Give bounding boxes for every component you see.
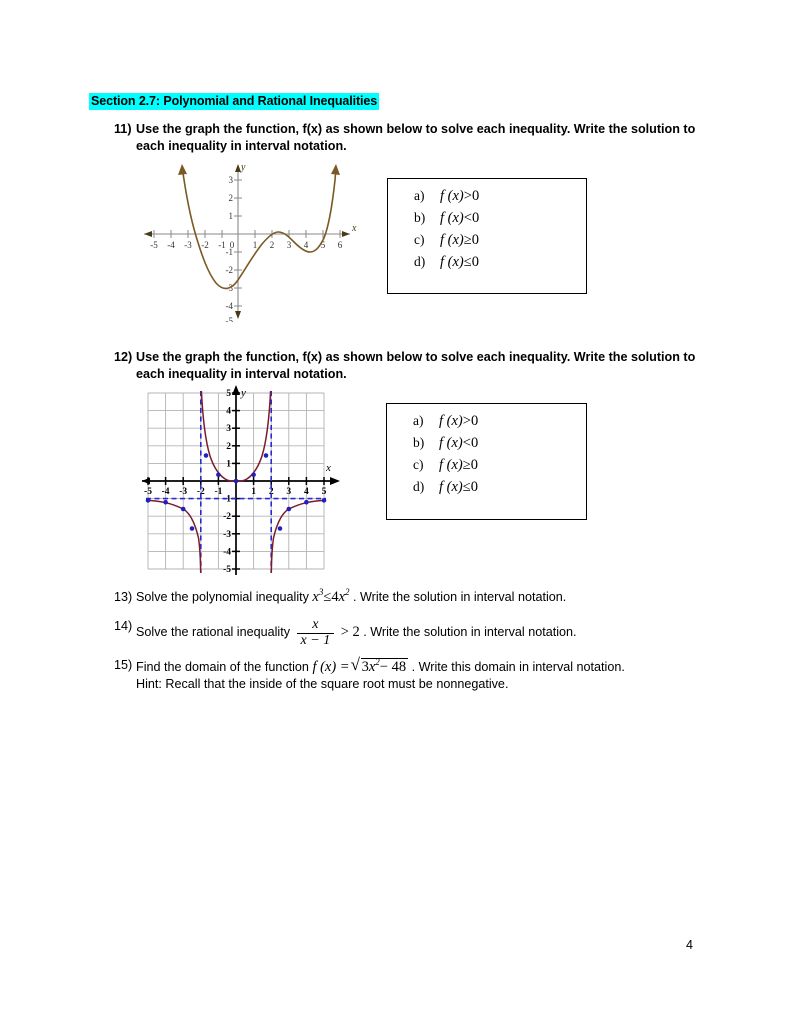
problem-11-number: 11): [114, 122, 132, 136]
svg-text:-4: -4: [225, 301, 233, 311]
x-axis-arrow-right: [342, 231, 350, 237]
svg-text:-3: -3: [225, 283, 233, 293]
svg-text:4: 4: [226, 406, 231, 417]
answer-row: [388, 210, 586, 232]
svg-text:3: 3: [286, 487, 292, 497]
answer-expression: f (x)<0: [439, 435, 479, 451]
problem-15: [114, 657, 714, 692]
svg-text:-4: -4: [161, 487, 170, 497]
svg-text:2: 2: [268, 487, 274, 497]
answer-label: d): [414, 254, 426, 269]
y-axis-arrow-down: [235, 311, 241, 319]
graph-12-svg: [140, 383, 345, 579]
section-header: Section 2.7: Polynomial and Rational Inequalities: [91, 94, 378, 108]
answer-expression: f (x)>0: [440, 188, 480, 204]
answer-row: [388, 188, 586, 210]
svg-text:-1: -1: [223, 494, 231, 505]
svg-text:-4: -4: [167, 240, 175, 250]
svg-text:0: 0: [229, 240, 235, 250]
fraction-numerator: x: [312, 617, 319, 632]
answer-expression: f (x)<0: [440, 210, 480, 226]
answer-expression: f (x)≤0: [439, 479, 478, 495]
svg-text:5: 5: [226, 389, 231, 399]
problem-15-text-before: Find the domain of the function: [136, 660, 309, 674]
problem-13-text-before: Solve the polynomial inequality: [136, 590, 309, 604]
svg-text:-5: -5: [144, 487, 152, 497]
answer-label: b): [414, 210, 426, 225]
problem-15-function-name: f (x) =: [312, 659, 350, 675]
answer-label: c): [413, 457, 424, 472]
problem-15-number: 15): [114, 658, 133, 672]
graph-11-curve-arrow-right: [331, 164, 340, 175]
svg-text:-1: -1: [218, 240, 226, 250]
answer-list-11: [388, 179, 586, 276]
svg-text:3: 3: [286, 240, 292, 250]
svg-text:-3: -3: [223, 529, 231, 540]
answer-row: [387, 457, 586, 479]
answer-box-12: [386, 403, 587, 520]
svg-text:2: 2: [226, 441, 231, 452]
graph-11-svg: [138, 158, 360, 322]
svg-text:2: 2: [269, 240, 275, 250]
svg-text:-2: -2: [225, 265, 233, 275]
answer-row: [387, 479, 586, 501]
problem-13-text-after: . Write the solution in interval notation.: [353, 590, 567, 604]
answer-expression: f (x)≤0: [440, 254, 479, 270]
graph-11-y-axis-label: y: [241, 162, 246, 173]
svg-text:-1: -1: [214, 487, 223, 497]
problem-12-line1: Use the graph the function, f(x) as shown below to solve each inequality. Write the solution to: [136, 350, 696, 364]
svg-text:3: 3: [228, 175, 233, 185]
graph-11-x-tick-labels: [150, 240, 343, 250]
svg-text:-5: -5: [150, 240, 158, 250]
svg-text:4: 4: [303, 240, 309, 250]
problem-14-text-after: . Write the solution in interval notation.: [363, 625, 577, 639]
problem-14: [114, 618, 714, 648]
problem-13-number: 13): [114, 590, 133, 604]
x-axis-arrow-left: [144, 231, 152, 237]
answer-expression: f (x)>0: [439, 413, 479, 429]
answer-row: [388, 254, 586, 276]
answer-expression: f (x)≥0: [439, 457, 478, 473]
graph-11-axes: [144, 166, 350, 318]
answer-list-12: [387, 404, 586, 501]
problem-12-line2: each inequality in interval notation.: [136, 366, 347, 381]
problem-14-relation: > 2: [340, 624, 360, 640]
x-axis-arrow-right: [330, 477, 340, 485]
problem-13-expression: $x^3\le 4x^2$: [312, 587, 350, 605]
fraction-denominator: x − 1: [300, 632, 331, 648]
answer-label: c): [414, 232, 425, 247]
problem-12-number: 12): [114, 350, 133, 364]
svg-text:-1: -1: [225, 247, 233, 257]
problem-11-line2: each inequality in interval notation.: [136, 138, 347, 153]
svg-text:-5: -5: [225, 316, 233, 322]
answer-expression: f (x)≥0: [440, 232, 479, 248]
svg-text:-2: -2: [201, 240, 209, 250]
graph-12-y-tick-labels: [223, 389, 231, 575]
svg-text:-3: -3: [179, 487, 188, 497]
graph-12-x-axis-label: x: [326, 462, 331, 474]
svg-text:1: 1: [251, 487, 256, 497]
svg-text:-4: -4: [223, 547, 231, 558]
answer-label: a): [414, 188, 425, 203]
problem-11: [114, 121, 704, 154]
problem-15-hint: Hint: Recall that the inside of the square root must be nonnegative.: [136, 676, 509, 691]
answer-row: [388, 232, 586, 254]
problem-12: [114, 349, 704, 382]
x-axis-arrow-left: [142, 478, 150, 485]
graph-11-curve: [182, 166, 336, 288]
answer-label: b): [413, 435, 425, 450]
graph-11-x-axis-label: x: [352, 223, 357, 234]
problem-15-text-after: . Write this domain in interval notation.: [411, 660, 625, 674]
svg-text:5: 5: [321, 487, 327, 497]
problem-14-fraction: [297, 618, 335, 648]
answer-row: [387, 413, 586, 435]
graph-12-y-axis-label: y: [241, 387, 246, 399]
answer-row: [387, 435, 586, 457]
square-root-icon: √: [350, 655, 360, 674]
svg-text:-2: -2: [223, 512, 231, 523]
answer-label: a): [413, 413, 424, 428]
answer-label: d): [413, 479, 425, 494]
svg-text:1: 1: [228, 211, 233, 221]
problem-14-text-before: Solve the rational inequality: [136, 625, 291, 639]
svg-text:-3: -3: [184, 240, 192, 250]
svg-text:1: 1: [226, 459, 231, 470]
radicand: $3x^2- 48$: [361, 657, 407, 675]
graph-11-y-tick-labels: [226, 175, 234, 322]
graph-12-branch-right: [271, 500, 324, 573]
svg-text:-2: -2: [196, 487, 205, 497]
svg-text:-5: -5: [223, 565, 231, 575]
problem-15-radical: [351, 657, 409, 676]
svg-text:1: 1: [252, 240, 258, 250]
svg-text:6: 6: [337, 240, 343, 250]
page-number: 4: [686, 938, 693, 952]
problem-14-number: 14): [114, 619, 133, 633]
svg-text:4: 4: [304, 487, 309, 497]
graph-polynomial-11: [138, 158, 360, 322]
svg-text:5: 5: [320, 240, 326, 250]
graph-12-branch-left: [148, 500, 201, 573]
svg-text:3: 3: [226, 424, 231, 435]
graph-11-curve-arrow-left: [178, 164, 187, 175]
problem-11-line1: Use the graph the function, f(x) as shown below to solve each inequality. Write the solution to: [136, 122, 696, 136]
problem-13: [114, 589, 714, 606]
answer-box-11: [387, 178, 587, 294]
graph-rational-12: [140, 383, 345, 579]
svg-text:2: 2: [228, 193, 233, 203]
